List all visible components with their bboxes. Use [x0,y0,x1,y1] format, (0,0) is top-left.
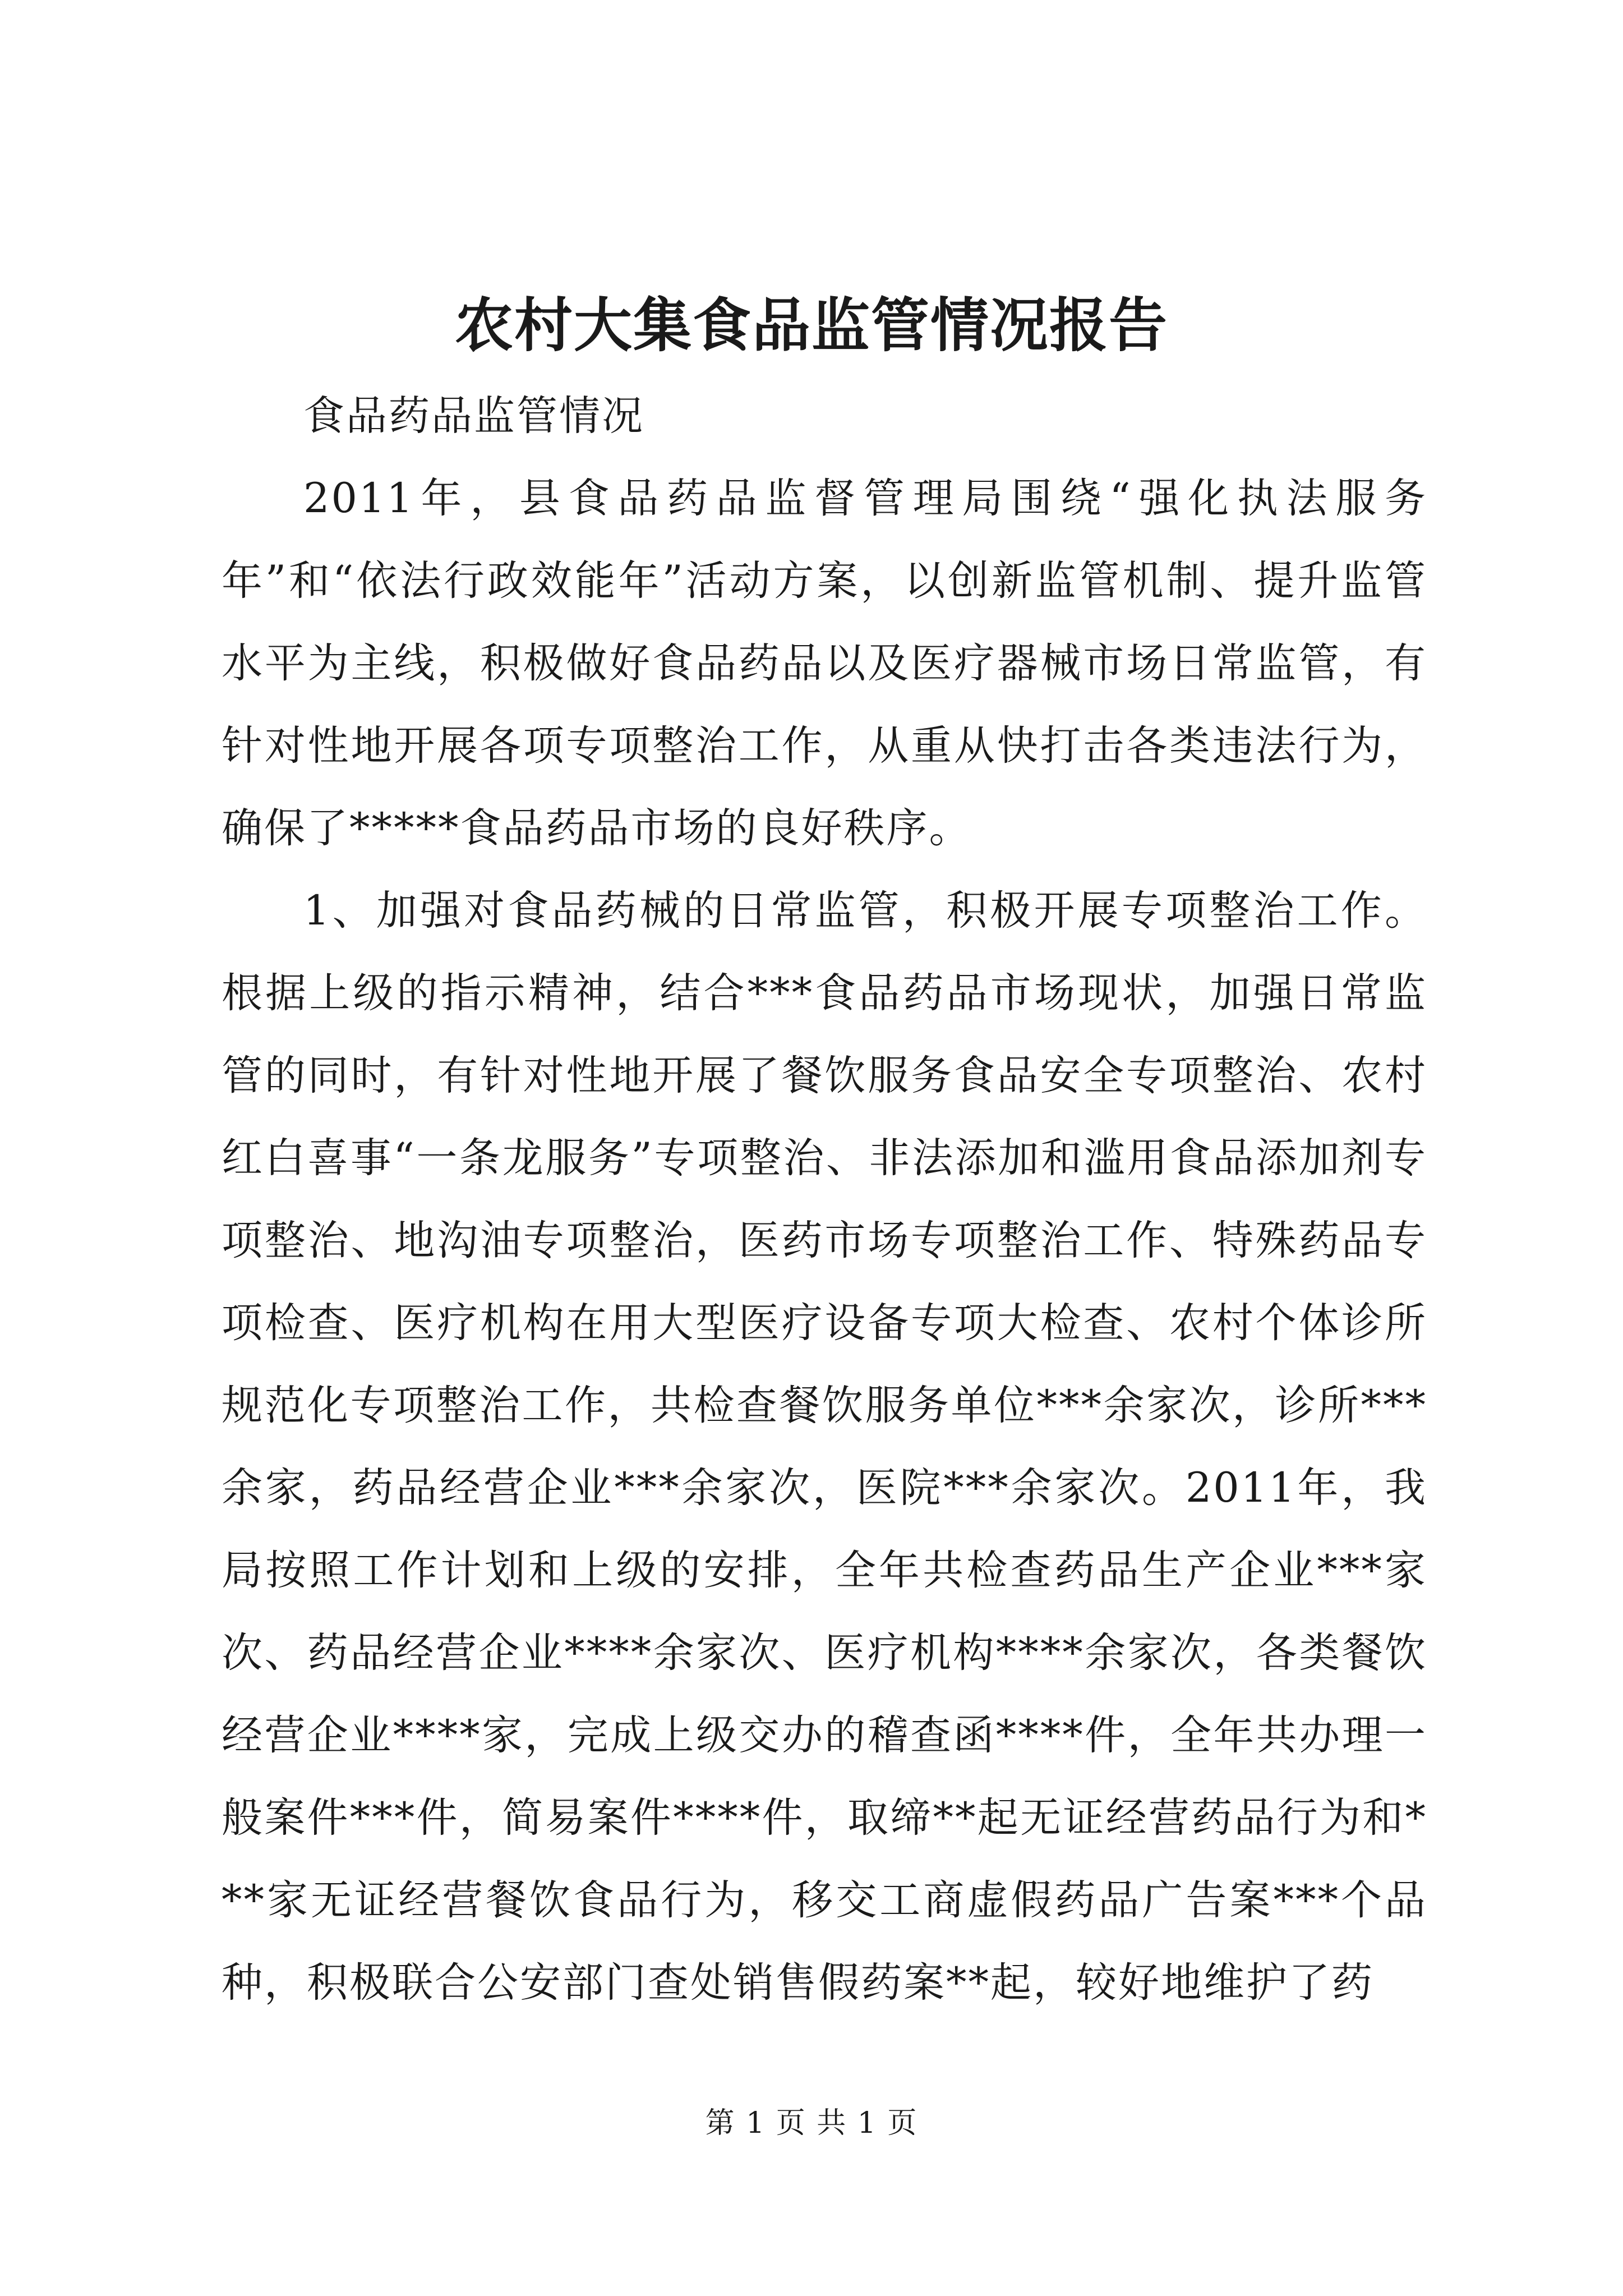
paragraph-intro: 2011年，县食品药品监督管理局围绕“强化执法服务年”和“依法行政效能年”活动方案，以创新监管机制、提升监管水平为主线，积极做好食品药品以及医疗器械市场日常监管，有针对性地开展各项专项整治工作，从重从快打击各类违法行为，确保了*****食品药品市场的良好秩序。 [222,475,1427,852]
paragraph-section-1: 1、加强对食品药械的日常监管，积极开展专项整治工作。根据上级的指示精神，结合***食品药品市场现状，加强日常监管的同时，有针对性地开展了餐饮服务食品安全专项整治、农村红白喜事“一条龙服务”专项整治、非法添加和滥用食品添加剂专项整治、地沟油专项整治，医药市场专项整治工作、特殊药品专项检查、医疗机构在用大型医疗设备专项大检查、农村个体诊所规范化专项整治工作，共检查餐饮服务单位***余家次，诊所***余家，药品经营企业***余家次，医院***余家次。2011年，我局按照工作计划和上级的安排，全年共检查药品生产企业***家次、药品经营企业****余家次、医疗机构****余家次，各类餐饮经营企业****家，完成上级交办的稽查函****件，全年共办理一般案件***件，简易案件****件，取缔**起无证经营药品行为和***家无证经营餐饮食品行为，移交工商虚假药品广告案***个品种，积极联合公安部门查处销售假药案**起，较好地维护了药 [222,887,1427,2007]
paragraph-subheading: 食品药品监管情况 [303,392,644,440]
page-footer: 第 1 页 共 1 页 [705,2106,918,2140]
document-body [222,375,1427,2024]
document-title: 农村大集食品监管情况报告 [454,291,1168,360]
